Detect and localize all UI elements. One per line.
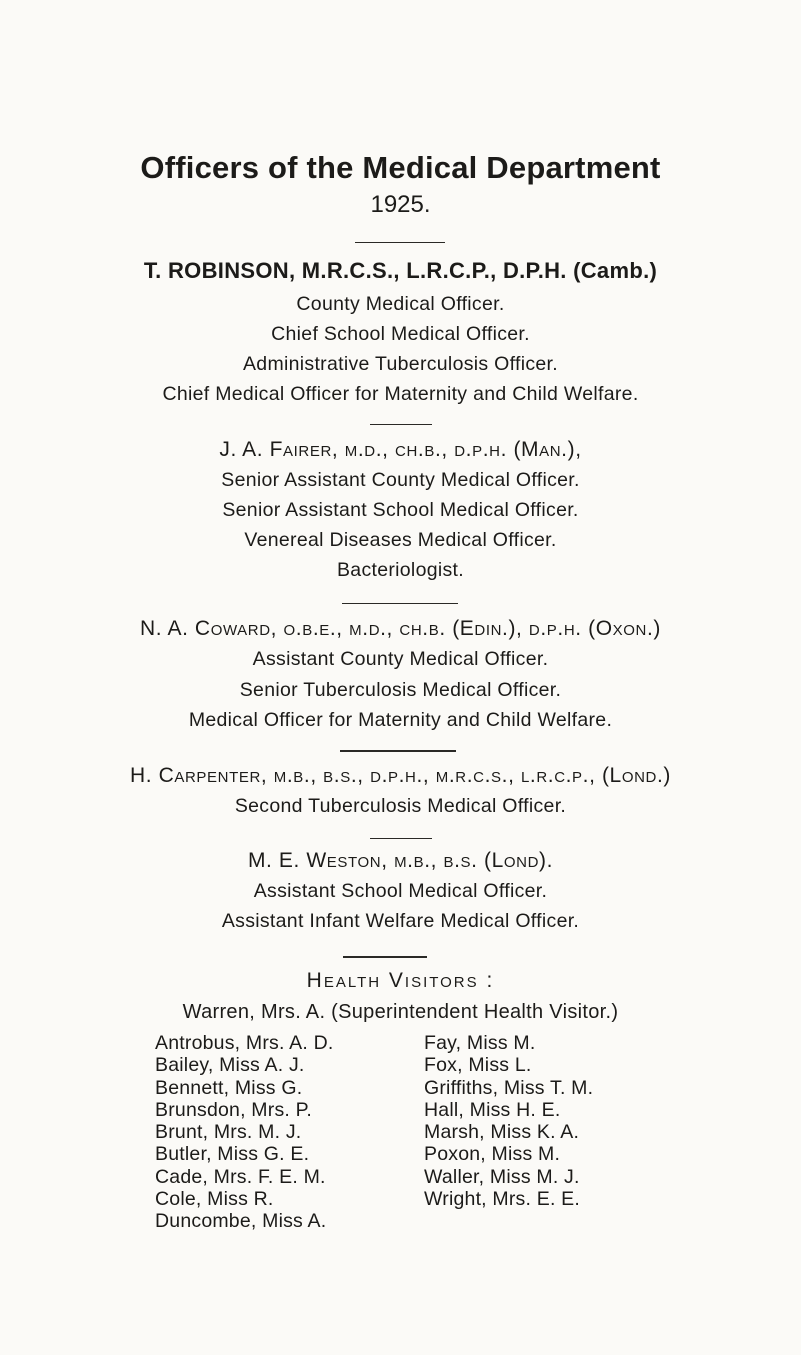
divider-rule [355, 242, 445, 243]
divider-rule [342, 603, 458, 604]
visitor-name: Brunsdon, Mrs. P. [155, 1098, 312, 1121]
divider-rule [343, 956, 427, 958]
officer-role: Administrative Tuberculosis Officer. [243, 353, 558, 375]
page-year: 1925. [370, 191, 431, 218]
officer-name-coward: N. A. Coward, o.b.e., m.d., ch.b. (Edin.), d.p.h. (Oxon.) [139, 617, 661, 640]
visitor-name: Griffiths, Miss T. M. [424, 1076, 594, 1099]
visitor-name: Hall, Miss H. E. [424, 1098, 561, 1121]
officer-name-carpenter: H. Carpenter, m.b., b.s., d.p.h., m.r.c.s., l.r.c.p., (Lond.) [130, 764, 671, 787]
officer-name-robinson: T. ROBINSON, M.R.C.S., L.R.C.P., D.P.H. (Camb.) [143, 258, 658, 283]
officer-role: Chief Medical Officer for Maternity and Child Welfare. [162, 383, 639, 405]
visitor-name: Poxon, Miss M. [424, 1143, 561, 1166]
visitor-name: Brunt, Mrs. M. J. [155, 1121, 302, 1144]
officer-role: Senior Assistant School Medical Officer. [222, 499, 579, 521]
superintendent-line: Warren, Mrs. A. (Superintendent Health Visitor.) [182, 1001, 619, 1023]
officer-role: Assistant County Medical Officer. [252, 648, 549, 670]
officer-role: County Medical Officer. [296, 293, 505, 315]
officer-role: Medical Officer for Maternity and Child Welfare. [188, 709, 613, 731]
page-title: Officers of the Medical Department [140, 150, 661, 185]
visitor-name: Bennett, Miss G. [155, 1076, 303, 1099]
visitors-right-column [424, 1032, 593, 1210]
officer-name-weston: M. E. Weston, m.b., b.s. (Lond). [247, 849, 554, 872]
health-visitors-heading: Health Visitors : [306, 969, 495, 992]
officer-role: Chief School Medical Officer. [271, 323, 530, 345]
divider-rule [370, 838, 432, 839]
divider-rule [340, 750, 456, 752]
visitor-name: Marsh, Miss K. A. [424, 1121, 580, 1144]
visitor-name: Cade, Mrs. F. E. M. [155, 1165, 326, 1188]
officer-role: Bacteriologist. [337, 559, 464, 581]
visitor-name: Duncombe, Miss A. [155, 1210, 327, 1233]
visitor-name: Fox, Miss L. [424, 1054, 532, 1077]
officer-role: Assistant Infant Welfare Medical Officer. [221, 910, 580, 932]
visitor-name: Waller, Miss M. J. [424, 1165, 580, 1188]
officer-role: Assistant School Medical Officer. [253, 880, 548, 902]
visitor-name: Fay, Miss M. [424, 1032, 536, 1054]
visitors-left-column [155, 1032, 333, 1233]
visitor-name: Cole, Miss R. [155, 1188, 274, 1211]
officer-role: Second Tuberculosis Medical Officer. [234, 795, 567, 817]
visitor-name: Bailey, Miss A. J. [155, 1054, 305, 1077]
visitor-name: Butler, Miss G. E. [155, 1143, 310, 1166]
officer-role: Senior Tuberculosis Medical Officer. [239, 679, 562, 701]
visitor-name: Antrobus, Mrs. A. D. [155, 1032, 334, 1054]
officer-name-fairer: J. A. Fairer, m.d., ch.b., d.p.h. (Man.), [219, 438, 582, 461]
visitor-name: Wright, Mrs. E. E. [424, 1188, 581, 1211]
officer-role: Senior Assistant County Medical Officer. [221, 469, 580, 491]
officer-role: Venereal Diseases Medical Officer. [244, 529, 557, 551]
divider-rule [370, 424, 432, 425]
